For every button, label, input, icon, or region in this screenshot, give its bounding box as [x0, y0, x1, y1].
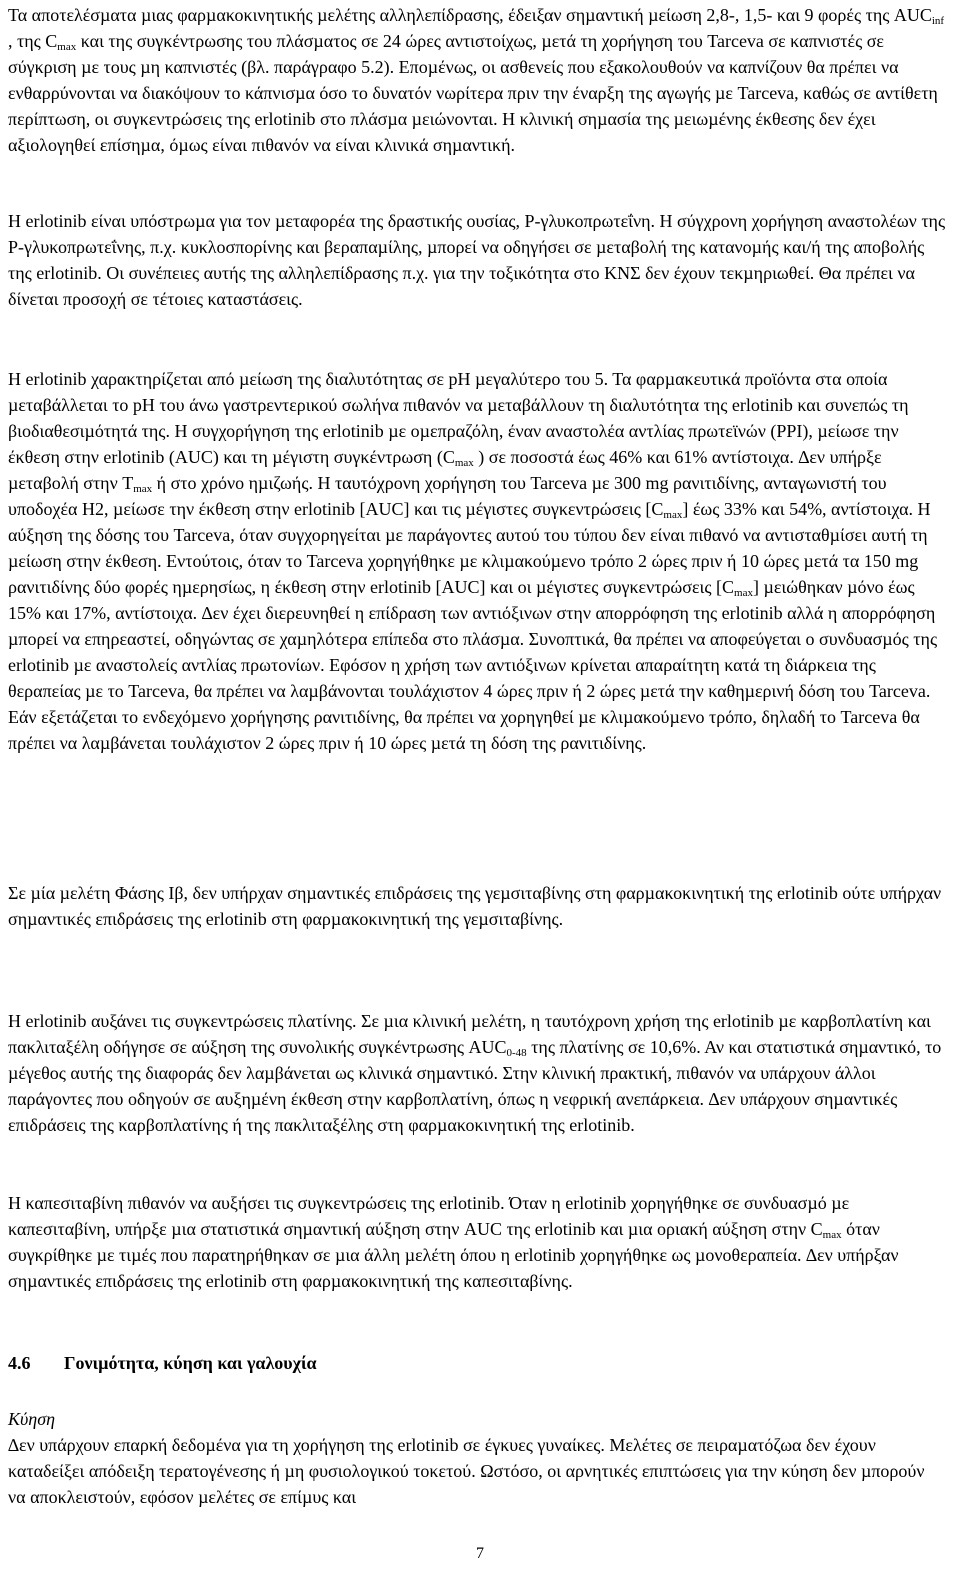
section-heading: [8, 1350, 317, 1376]
paragraph-ph-solubility: Η erlotinib χαρακτηρίζεται από µείωση της διαλυτότητας σε pH µεγαλύτερο του 5. Τα φαρµακευτικά προϊόντα στα οποία µεταβάλλεται το pH του άνω γαστρεντερικού σωλήνα πιθανόν να µεταβάλλουν τη διαλυτότητα της erlotinib και συνεπώς τη βιοδιαθεσιµότητά της. Η συγχορήγηση της erlotinib µε οµεπραζόλη, έναν αναστολέα αντλίας πρωτεϊνών (PPI), µείωσε την έκθεση στην erlotinib (AUC) και τη µέγιστη συγκέντρωση ($C_{max}$ ) σε ποσοστά έως 46% και 61% αντίστοιχα. ∆εν υπήρξε µεταβολή στην $T_{max}$ ή στο χρόνο ηµιζωής. Η ταυτόχρονη χορήγηση του Tarceva µε 300 mg ρανιτιδίνης, ανταγωνιστή του υποδοχέα H2, µείωσε την έκθεση στην erlotinib [AUC] και τις µέγιστες συγκεντρώσεις $[C_{max}]$ έως 33% και 54%, αντίστοιχα. Η αύξηση της δόσης του Tarceva, όταν συγχορηγείται µε παράγοντες αυτού του τύπου δεν είναι πιθανό να αντισταθµίσει αυτή τη µείωση στην έκθεση. Εντούτοις, όταν το Tarceva χορηγήθηκε µε κλιµακούµενο τρόπο 2 ώρες πριν ή 10 ώρες µετά τα 150 mg ρανιτιδίνης δύο φορές ηµερησίως, η έκθεση στην erlotinib [AUC] και οι µέγιστες συγκεντρώσεις $[C_{max}]$ µειώθηκαν µόνο έως 15% και 17%, αντίστοιχα. ∆εν έχει διερευνηθεί η επίδραση των αντιόξινων στην απορρόφηση της erlotinib αλλά η απορρόφηση µπορεί να επηρεαστεί, οδηγώντας σε χαµηλότερα επίπεδα στο πλάσµα. Συνοπτικά, θα πρέπει να αποφεύγεται ο συνδυασµός της erlotinib µε αναστολείς αντλίας πρωτονίων. Εφόσον η χρήση των αντιόξινων κρίνεται απαραίτητη κατά τη διάρκεια της θεραπείας µε το Tarceva, θα πρέπει να λαµβάνονται τουλάχιστον 4 ώρες πριν ή 2 ώρες µετά την καθηµερινή δόση του Tarceva. Εάν εξετάζεται το ενδεχόµενο χορήγησης ρανιτιδίνης, θα πρέπει να χορηγηθεί µε κλιµακούµενο τρόπο, δηλαδή το Tarceva θα πρέπει να λαµβάνεται τουλάχιστον 2 ώρες πριν ή 10 ώρες µετά τη δόση της ρανιτιδίνης.: [8, 369, 938, 753]
paragraph-capecitabine: Η καπεσιταβίνη πιθανόν να αυξήσει τις συγκεντρώσεις της erlotinib. Όταν η erlotinib χορηγήθηκε σε συνδυασµό µε καπεσιταβίνη, υπήρξε µια στατιστικά σηµαντική αύξηση στην AUC της erlotinib και µια οριακή αύξηση στην $C_{max}$ όταν συγκρίθηκε µε τιµές που παρατηρήθηκαν σε µια άλλη µελέτη όπου η erlotinib χορηγήθηκε ως µονοθεραπεία. ∆εν υπήρξαν σηµαντικές επιδράσεις της erlotinib στη φαρµακοκινητική της καπεσιταβίνης.: [8, 1193, 899, 1291]
paragraph-p-glycoprotein: Η erlotinib είναι υπόστρωµα για τον µεταφορέα της δραστικής ουσίας, P-γλυκοπρωτεΐνη. Η σύγχρονη χορήγηση αναστολέων της P-γλυκοπρωτεΐνης, π.χ. κυκλοσπορίνης και βεραπαµίλης, µπορεί να οδηγήσει σε µεταβολή της κατανοµής και/ή της αποβολής της erlotinib. Οι συνέπειες αυτής της αλληλεπίδρασης π.χ. για την τοξικότητα στο ΚΝΣ δεν έχουν τεκµηριωθεί. Θα πρέπει να δίνεται προσοχή σε τέτοιες καταστάσεις.: [8, 211, 946, 309]
section-title: Γονιµότητα, κύηση και γαλουχία: [64, 1353, 317, 1373]
paragraph-platinum: Η erlotinib αυξάνει τις συγκεντρώσεις πλατίνης. Σε µια κλινική µελέτη, η ταυτόχρονη χρήση της erlotinib µε καρβοπλατίνη και πακλιταξέλη οδήγησε σε αύξηση της συνολικής συγκέντρωσης $AUC_{0-48}$ της πλατίνης σε 10,6%. Αν και στατιστικά σηµαντικό, το µέγεθος αυτής της διαφοράς δεν λαµβάνεται ως κλινικά σηµαντικό. Στην κλινική πρακτική, πιθανόν να υπάρχουν άλλοι παράγοντες που οδηγούν σε αυξηµένη έκθεση στην καρβοπλατίνη, όπως η νεφρική ανεπάρκεια. ∆εν υπάρχουν σηµαντικές επιδράσεις της καρβοπλατίνης ή της πακλιταξέλης στη φαρµακοκινητική της erlotinib.: [8, 1011, 942, 1135]
paragraph-pregnancy: ∆εν υπάρχουν επαρκή δεδοµένα για τη χορήγηση της erlotinib σε έγκυες γυναίκες. Μελέτες σε πειραµατόζωα δεν έχουν καταδείξει απόδειξη τερατογένεσης ή µη φυσιολογικού τοκετού. Ωστόσο, οι αρνητικές επιπτώσεις για την κύηση δεν µπορούν να αποκλειστούν, εφόσον µελέτες σε επίµυς και: [8, 1435, 925, 1507]
page-number: 7: [476, 1545, 484, 1562]
paragraph-gemcitabine: Σε µία µελέτη Φάσης Ιβ, δεν υπήρχαν σηµαντικές επιδράσεις της γεµσιταβίνης στη φαρµακοκινητική της erlotinib ούτε υπήρχαν σηµαντικές επιδράσεις της erlotinib στη φαρµακοκινητική της γεµσιταβίνης.: [8, 883, 942, 929]
subsection-heading: Κύηση: [8, 1409, 56, 1429]
paragraph-smoking-interaction: Τα αποτελέσµατα µιας φαρµακοκινητικής µελέτης αλληλεπίδρασης, έδειξαν σηµαντική µείωση 2,8-, 1,5- και 9 φορές της $AUC_{inf}$ , της $C_{max}$ και της συγκέντρωσης του πλάσµατος σε 24 ώρες αντιστοίχως, µετά τη χορήγηση του Tarceva σε καπνιστές σε σύγκριση µε τους µη καπνιστές (βλ. παράγραφο 5.2). Εποµένως, οι ασθενείς που εξακολουθούν να καπνίζουν θα πρέπει να ενθαρρύνονται να διακόψουν το κάπνισµα όσο το δυνατόν νωρίτερα πριν την έναρξη της αγωγής µε Tarceva, καθώς σε αντίθετη περίπτωση, οι συγκεντρώσεις της erlotinib στο πλάσµα µειώνονται. Η κλινική σηµασία της µειωµένης έκθεσης δεν έχει αξιολογηθεί επίσηµα, όµως είναι πιθανόν να είναι κλινικά σηµαντική.: [8, 5, 945, 155]
section-number: 4.6: [8, 1353, 31, 1373]
